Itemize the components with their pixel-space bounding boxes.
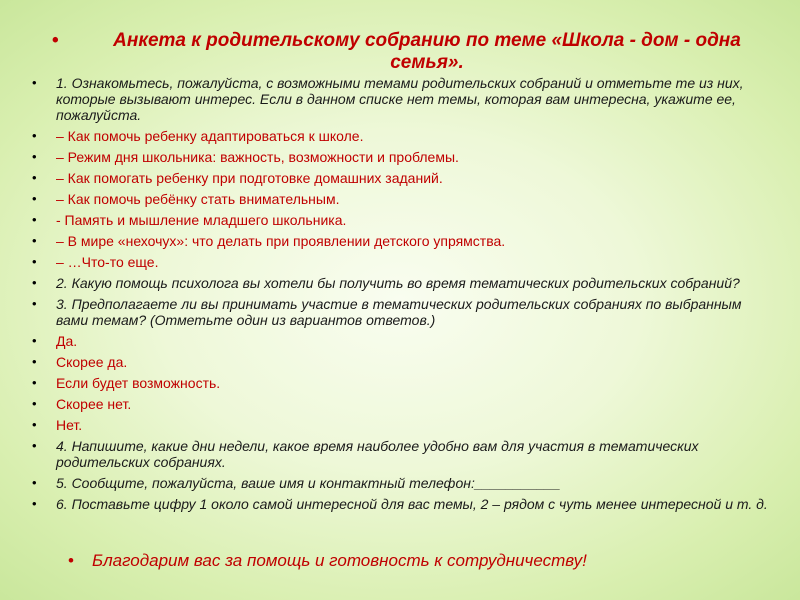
option-item: [32, 233, 772, 249]
question-item: [32, 438, 772, 470]
list-bullet: •: [32, 149, 37, 164]
closing-line: [68, 551, 792, 571]
item-text: 3. Предполагаете ли вы принимать участие в тематических родительских собраниях по выбранным вами темам? (Отметьте один из вариантов ответов.): [56, 296, 742, 328]
slide-title: [52, 30, 772, 74]
item-text: 4. Напишите, какие дни недели, какое время наиболее удобно вам для участия в тематических родительских собраниях.: [56, 438, 699, 470]
list-bullet: •: [32, 128, 37, 143]
title-bullet: •: [52, 30, 59, 51]
list-bullet: •: [32, 496, 37, 511]
list-bullet: •: [32, 333, 37, 348]
question-item: [32, 296, 772, 328]
list-bullet: •: [32, 438, 37, 453]
list-bullet: •: [32, 354, 37, 369]
item-text: Скорее нет.: [56, 396, 132, 412]
list-bullet: •: [32, 75, 37, 90]
title-text: Анкета к родительскому собранию по теме «Школа - дом - одна семья».: [113, 30, 741, 73]
question-item: [32, 496, 772, 512]
question-item: [32, 275, 772, 291]
list-bullet: •: [32, 417, 37, 432]
option-item: [32, 149, 772, 165]
list-bullet: •: [32, 233, 37, 248]
option-item: [32, 375, 772, 391]
item-text: 6. Поставьте цифру 1 около самой интересной для вас темы, 2 – рядом с чуть менее интересной и т. д.: [56, 496, 768, 512]
item-text: - Память и мышление младшего школьника.: [56, 212, 347, 228]
closing-text: Благодарим вас за помощь и готовность к сотрудничеству!: [92, 551, 587, 570]
item-text: – …Что-то еще.: [56, 254, 159, 270]
option-item: [32, 417, 772, 433]
list-bullet: •: [32, 396, 37, 411]
list-bullet: •: [32, 475, 37, 490]
option-item: [32, 333, 772, 349]
option-item: [32, 191, 772, 207]
question-item: [32, 475, 772, 491]
list-bullet: •: [32, 296, 37, 311]
option-item: [32, 254, 772, 270]
item-text: – Режим дня школьника: важность, возможности и проблемы.: [56, 149, 459, 165]
option-item: [32, 212, 772, 228]
question-item: [32, 75, 772, 123]
list-bullet: •: [32, 375, 37, 390]
item-text: – В мире «нехочух»: что делать при проявлении детского упрямства.: [56, 233, 506, 249]
list-bullet: •: [32, 212, 37, 227]
option-item: [32, 396, 772, 412]
list-bullet: •: [32, 254, 37, 269]
item-text: Скорее да.: [56, 354, 128, 370]
item-text: – Как помогать ребенку при подготовке домашних заданий.: [56, 170, 443, 186]
item-text: 5. Сообщите, пожалуйста, ваше имя и контактный телефон:___________: [56, 475, 561, 491]
item-text: Да.: [56, 333, 78, 349]
questionnaire-list: [32, 75, 772, 517]
list-bullet: •: [32, 170, 37, 185]
option-item: [32, 128, 772, 144]
item-text: 1. Ознакомьтесь, пожалуйста, с возможными темами родительских собраний и отметьте те из них, которые вызывают интерес. Если в данном списке нет темы, которая вам интересна, укажите ее, пожалуйста.: [56, 75, 744, 123]
item-text: – Как помочь ребенку адаптироваться к школе.: [56, 128, 364, 144]
item-text: Нет.: [56, 417, 83, 433]
item-text: 2. Какую помощь психолога вы хотели бы получить во время тематических родительских собраний?: [56, 275, 740, 291]
item-text: – Как помочь ребёнку стать внимательным.: [56, 191, 340, 207]
option-item: [32, 354, 772, 370]
list-bullet: •: [32, 275, 37, 290]
option-item: [32, 170, 772, 186]
list-bullet: •: [32, 191, 37, 206]
item-text: Если будет возможность.: [56, 375, 221, 391]
closing-bullet: •: [68, 551, 74, 570]
